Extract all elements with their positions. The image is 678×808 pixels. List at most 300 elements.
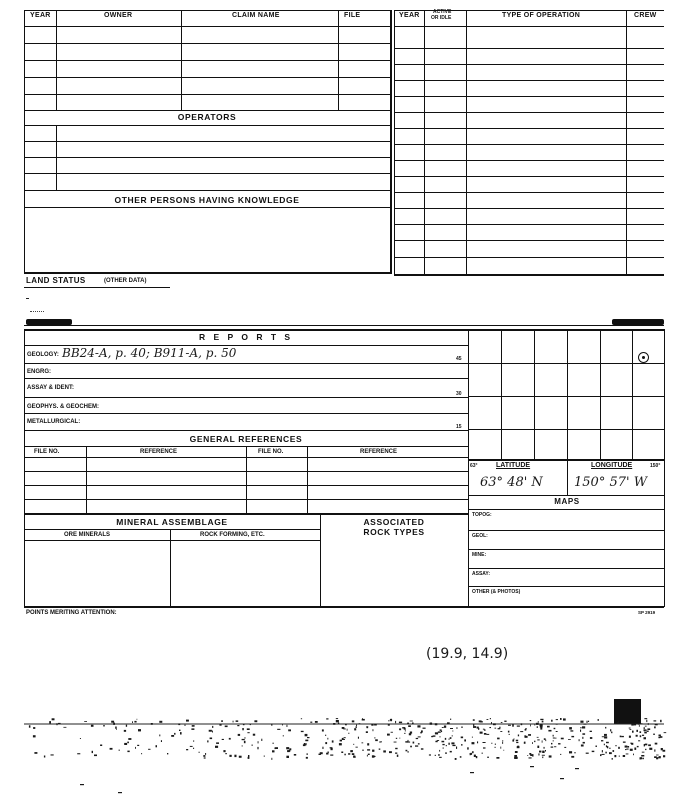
speck <box>482 753 484 754</box>
speck <box>94 755 97 757</box>
speck <box>275 747 278 749</box>
other-photos-label: OTHER (& PHOTOS) <box>472 589 521 595</box>
speck <box>328 752 329 754</box>
speck <box>625 749 626 750</box>
reference-header-1: REFERENCE <box>140 449 178 455</box>
speck <box>551 743 552 745</box>
speck <box>633 754 634 756</box>
latitude-label: LATITUDE <box>496 462 531 469</box>
speck <box>389 751 392 753</box>
rule <box>466 10 467 274</box>
speck <box>247 732 249 733</box>
speck <box>553 735 554 737</box>
geophys-label: GEOPHYS. & GEOCHEM: <box>27 404 100 410</box>
speck <box>538 753 539 755</box>
speck <box>124 743 127 745</box>
ink-smudge <box>26 319 72 325</box>
speck <box>354 728 356 730</box>
speck <box>186 749 188 750</box>
speck <box>515 751 518 753</box>
speck <box>554 728 556 729</box>
location-marker-dot <box>642 356 645 359</box>
speck <box>564 747 566 748</box>
scan-block <box>614 699 641 724</box>
speck <box>174 733 175 735</box>
scan-noise-band <box>0 694 678 804</box>
speck <box>556 731 558 732</box>
speck <box>179 730 181 731</box>
speck <box>258 741 259 743</box>
speck <box>340 740 342 742</box>
speck <box>203 755 205 757</box>
speck <box>420 732 422 734</box>
speck <box>537 746 539 748</box>
speck <box>524 735 526 737</box>
speck <box>663 750 666 752</box>
lat-prefix: 63° <box>470 463 478 469</box>
speck <box>367 743 369 745</box>
speck <box>640 735 642 737</box>
speck <box>271 724 272 726</box>
rule <box>24 43 392 44</box>
speck <box>439 736 440 737</box>
other-persons-header: OTHER PERSONS HAVING KNOWLEDGE <box>114 195 300 205</box>
speck <box>645 749 646 750</box>
speck <box>536 723 539 725</box>
speck <box>212 726 213 728</box>
speck <box>568 739 571 740</box>
type-of-operation-header: TYPE OF OPERATION <box>502 12 581 19</box>
speck <box>571 736 574 737</box>
rule <box>394 274 664 276</box>
speck <box>372 750 374 752</box>
speck <box>362 750 364 751</box>
speck <box>489 727 491 728</box>
speck <box>582 737 583 739</box>
rule <box>567 329 568 459</box>
speck <box>128 738 131 740</box>
speck <box>264 756 265 757</box>
speck <box>193 741 194 742</box>
speck <box>447 722 450 724</box>
speck <box>303 744 306 746</box>
speck <box>437 740 439 741</box>
speck <box>430 723 433 725</box>
rule <box>170 529 171 607</box>
speck <box>642 758 644 760</box>
speck <box>92 751 93 753</box>
speck <box>331 748 333 750</box>
speck <box>410 746 412 748</box>
speck <box>353 756 355 758</box>
speck <box>388 720 389 721</box>
speck <box>388 725 390 726</box>
speck <box>512 724 514 726</box>
speck <box>640 757 642 759</box>
speck <box>141 753 142 754</box>
speck <box>151 723 153 725</box>
speck <box>540 726 543 728</box>
speck <box>387 734 390 736</box>
speck <box>542 757 543 759</box>
speck <box>171 735 174 737</box>
speck <box>646 720 647 722</box>
geol-label: GEOL: <box>472 533 488 539</box>
rule <box>468 363 664 364</box>
speck <box>242 739 245 740</box>
speck <box>509 734 511 735</box>
rule <box>600 329 601 459</box>
speck <box>634 724 637 726</box>
lon-suffix: 150° <box>650 463 661 469</box>
speck <box>480 732 483 734</box>
speck <box>237 725 239 726</box>
speck <box>286 756 289 758</box>
owner-header: OWNER <box>104 12 133 19</box>
speck <box>132 721 133 723</box>
speck <box>641 755 644 757</box>
speck <box>396 738 397 739</box>
speck <box>327 738 328 740</box>
speck <box>645 744 648 746</box>
speck <box>508 731 510 733</box>
speck <box>477 727 479 729</box>
rule <box>24 94 392 95</box>
speck <box>358 737 359 739</box>
speck <box>452 745 455 746</box>
speck <box>647 731 649 732</box>
speck <box>496 757 499 759</box>
rule <box>24 157 392 158</box>
speck <box>250 724 251 725</box>
speck <box>161 740 162 742</box>
speck <box>660 720 662 722</box>
speck <box>574 752 575 753</box>
speck <box>501 722 503 723</box>
speck <box>58 723 61 724</box>
speck <box>257 747 258 749</box>
speck <box>514 757 517 759</box>
speck <box>261 739 262 741</box>
speck <box>405 730 406 731</box>
speck <box>663 755 665 757</box>
general-references-title: GENERAL REFERENCES <box>189 434 303 444</box>
rule <box>394 208 664 209</box>
file-header: FILE <box>344 12 361 19</box>
speck <box>634 748 636 750</box>
rule <box>24 207 392 208</box>
speck <box>404 733 405 734</box>
speck <box>77 753 80 754</box>
speck <box>647 728 650 730</box>
speck <box>473 724 474 726</box>
speck <box>470 772 474 773</box>
speck <box>609 748 610 749</box>
speck <box>491 722 492 724</box>
speck <box>272 750 275 752</box>
speck <box>570 730 573 731</box>
speck <box>625 746 628 748</box>
speck <box>325 742 327 744</box>
speck <box>205 753 206 755</box>
speck <box>530 766 534 767</box>
speck <box>521 723 523 725</box>
speck <box>339 743 342 745</box>
speck <box>356 726 357 728</box>
speck <box>322 729 324 731</box>
rule <box>24 110 392 111</box>
speck <box>545 750 546 752</box>
speck <box>356 725 357 727</box>
speck <box>33 727 35 729</box>
speck <box>301 731 304 732</box>
speck <box>379 749 381 750</box>
speck <box>582 733 585 735</box>
speck <box>530 754 533 756</box>
geology-num: 45 <box>456 356 462 362</box>
speck <box>642 735 644 736</box>
speck <box>416 738 418 739</box>
rule <box>24 606 664 608</box>
speck <box>191 728 194 730</box>
speck <box>399 738 400 739</box>
speck <box>326 718 328 719</box>
rule <box>394 176 664 177</box>
rock-types-label: ROCK TYPES <box>363 527 425 537</box>
speck <box>446 745 447 746</box>
speck <box>601 740 603 741</box>
speck <box>418 743 420 744</box>
speck <box>192 725 195 727</box>
rule <box>24 540 320 541</box>
rule <box>394 112 664 113</box>
speck <box>558 743 560 744</box>
geology-value: BB24-A, p. 40; B911-A, p. 50 <box>62 346 237 360</box>
speck <box>542 740 543 742</box>
rule <box>394 128 664 129</box>
speck <box>623 742 626 743</box>
speck <box>623 755 625 757</box>
speck <box>277 729 280 730</box>
speck <box>375 737 376 739</box>
speck <box>587 721 588 723</box>
speck <box>556 719 558 720</box>
speck <box>209 730 212 732</box>
speck <box>225 726 228 728</box>
speck <box>602 736 605 737</box>
rule <box>24 10 392 11</box>
operators-header: OPERATORS <box>177 112 237 122</box>
speck <box>375 739 378 741</box>
speck <box>554 746 556 747</box>
associated-label: ASSOCIATED <box>363 517 425 527</box>
speck <box>500 731 502 732</box>
speck <box>111 721 114 723</box>
speck <box>503 750 504 751</box>
speck <box>322 747 323 749</box>
speck <box>473 719 475 721</box>
land-status-sub: (OTHER DATA) <box>104 278 147 284</box>
speck <box>540 719 543 720</box>
speck <box>307 737 310 738</box>
speck <box>242 728 244 730</box>
speck <box>583 724 586 725</box>
speck <box>611 732 612 734</box>
assay-map-label: ASSAY: <box>472 571 491 577</box>
speck <box>442 741 445 743</box>
maps-title: MAPS <box>554 497 580 506</box>
speck <box>301 718 302 719</box>
rule <box>394 64 664 65</box>
speck <box>520 731 523 732</box>
speck <box>306 754 308 755</box>
speck <box>156 745 158 747</box>
speck <box>604 744 605 746</box>
speck <box>29 725 31 727</box>
speck <box>159 735 160 737</box>
speck <box>490 718 491 719</box>
land-status-label: LAND STATUS <box>26 276 86 285</box>
speck <box>408 751 409 752</box>
rule <box>24 325 664 326</box>
rule <box>394 240 664 241</box>
speck <box>586 753 589 754</box>
speck <box>288 729 291 731</box>
speck <box>517 726 520 727</box>
speck <box>563 718 566 720</box>
speck <box>56 723 57 725</box>
speck <box>516 742 518 743</box>
rule <box>468 586 664 587</box>
speck <box>244 741 246 743</box>
speck <box>118 792 122 793</box>
speck <box>450 719 451 720</box>
speck <box>640 731 642 733</box>
speck <box>502 742 503 744</box>
speck <box>305 740 308 742</box>
speck <box>371 724 373 726</box>
speck <box>374 756 376 757</box>
speck <box>49 721 51 723</box>
speck <box>233 721 234 723</box>
speck <box>91 725 94 727</box>
speck <box>410 732 412 734</box>
speck <box>63 727 66 728</box>
speck <box>80 738 81 739</box>
speck <box>229 738 231 740</box>
speck <box>617 722 619 724</box>
speck <box>525 728 526 729</box>
speck <box>486 734 489 735</box>
speck <box>644 737 647 739</box>
speck <box>435 755 436 756</box>
geology-label: GEOLOGY: <box>27 352 59 358</box>
speck <box>660 736 663 738</box>
speck <box>159 721 162 723</box>
rule <box>24 329 25 607</box>
speck <box>273 743 274 744</box>
rule <box>394 10 395 274</box>
speck <box>483 747 486 748</box>
assay-label: ASSAY & IDENT: <box>27 385 75 391</box>
speck <box>609 752 612 754</box>
rule <box>468 568 664 569</box>
year-header: YEAR <box>30 12 51 19</box>
scan-speckle <box>29 718 666 793</box>
speck <box>103 725 105 726</box>
speck <box>649 748 652 750</box>
rule <box>24 125 392 126</box>
speck <box>423 728 426 729</box>
speck <box>26 298 29 299</box>
mineral-assemblage-title: MINERAL ASSEMBLAGE <box>116 517 228 527</box>
speck <box>532 742 533 744</box>
speck <box>315 721 318 723</box>
speck <box>433 735 436 736</box>
speck <box>452 736 453 737</box>
speck <box>580 721 583 723</box>
speck <box>461 737 463 739</box>
speck <box>645 726 647 727</box>
rule <box>534 329 535 459</box>
speck <box>402 727 405 728</box>
speck <box>654 726 656 728</box>
speck <box>435 741 437 742</box>
speck <box>134 721 136 723</box>
rule <box>626 10 627 274</box>
speck <box>655 724 658 726</box>
longitude-label: LONGITUDE <box>591 462 633 469</box>
speck <box>225 753 227 754</box>
speck <box>644 718 647 719</box>
speck <box>84 721 87 722</box>
rule <box>567 459 568 495</box>
speck <box>216 742 219 744</box>
rule <box>394 144 664 145</box>
speck <box>347 729 348 731</box>
speck <box>135 747 136 749</box>
speck <box>547 726 550 728</box>
speck <box>110 748 113 750</box>
speck <box>395 753 397 754</box>
speck <box>653 734 655 735</box>
speck <box>342 738 344 740</box>
rule <box>24 190 392 191</box>
speck <box>654 720 657 721</box>
speck <box>537 739 539 740</box>
speck <box>450 737 452 739</box>
speck <box>391 732 393 733</box>
speck <box>615 745 617 746</box>
speck <box>537 737 539 738</box>
speck <box>598 719 599 721</box>
speck <box>138 729 141 731</box>
reports-title: R E P O R T S <box>198 332 294 342</box>
speck <box>630 749 633 751</box>
speck <box>448 743 449 745</box>
speck <box>484 730 486 731</box>
rule <box>632 329 633 459</box>
speck <box>538 721 539 722</box>
speck <box>368 754 370 755</box>
speck <box>596 746 597 748</box>
speck <box>374 724 377 725</box>
location-marker-icon <box>638 352 649 363</box>
rule <box>468 495 664 496</box>
speck <box>606 742 609 743</box>
speck <box>223 750 225 752</box>
speck <box>287 750 290 752</box>
